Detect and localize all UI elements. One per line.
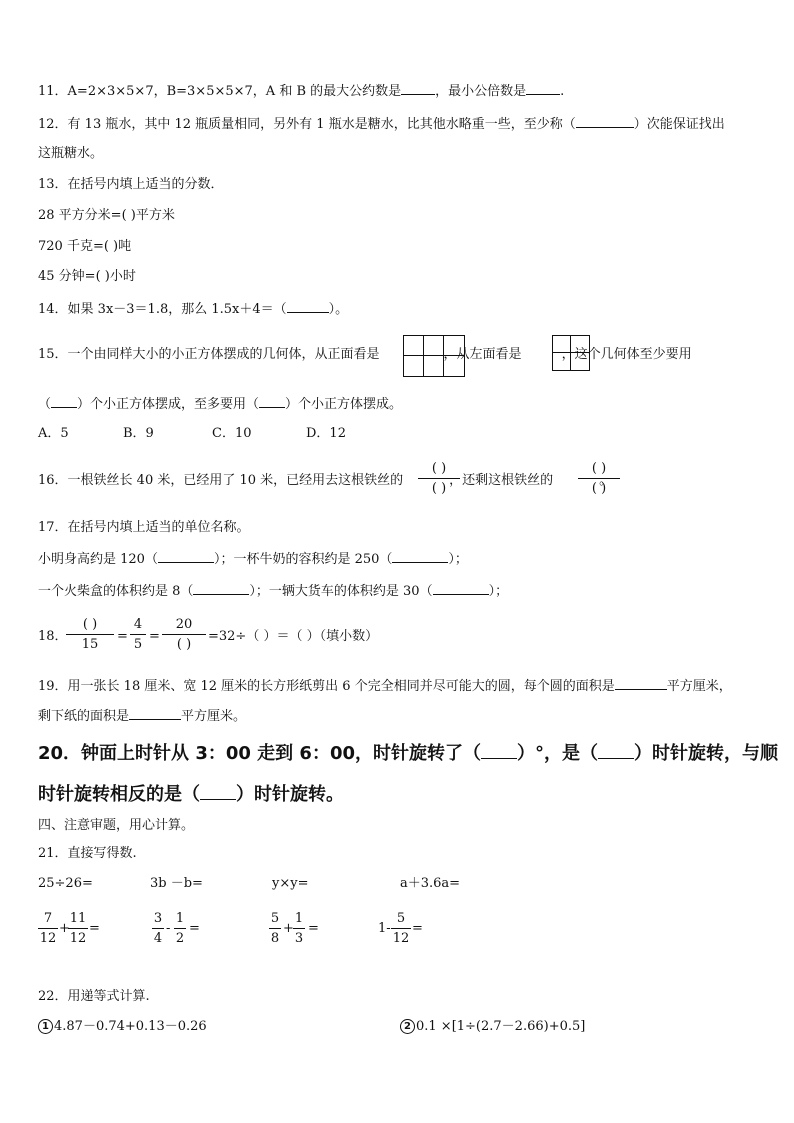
calc-problem-2: 2 0.1 ×[1÷(2.7－2.66)+0.5] xyxy=(400,1018,585,1036)
answer-blank[interactable] xyxy=(615,677,667,690)
question-12: 12．有 13 瓶水，其中 12 瓶质量相同，另外有 1 瓶水是糖水，比其他水略重一些，至少称（ ）次能保证找出 xyxy=(38,117,725,132)
q18-fraction-3[interactable]: 20 ( ) xyxy=(162,616,206,653)
operator: - xyxy=(166,921,171,936)
question-13-line3: 45 分钟=( )小时 xyxy=(38,269,136,284)
left-view-figure xyxy=(552,335,590,371)
answer-blank[interactable] xyxy=(193,582,249,595)
question-17-line1: 小明身高约是 120（ ）；一杯牛奶的容积约是 250（ ）； xyxy=(38,552,468,567)
fraction: 1 2 xyxy=(175,911,185,946)
question-16: 16．一根铁丝长 40 米，已经用了 10 米，已经用去这根铁丝的 ，还剩这根铁丝的 。 xyxy=(38,473,613,488)
calc-item: 25÷26= xyxy=(38,876,93,891)
answer-blank[interactable] xyxy=(401,82,435,95)
q18-fraction-2: 4 5 xyxy=(130,616,146,653)
operator: + xyxy=(283,921,294,936)
question-13-title: 13．在括号内填上适当的分数． xyxy=(38,177,224,192)
answer-blank[interactable] xyxy=(287,300,329,313)
question-15: 15．一个由同样大小的小正方体摆成的几何体，从正面看是 ，从左面看是 ，这个几何体至少要用 xyxy=(38,347,692,362)
calc-item: 3b －b= xyxy=(150,876,203,891)
fraction: 5 8 xyxy=(270,911,280,946)
fraction: 1 3 xyxy=(294,911,304,946)
question-11: 11．A=2×3×5×7，B=3×5×5×7，A 和 B 的最大公约数是 ，最小公倍数是 . xyxy=(38,84,565,99)
q18-fraction-1[interactable]: ( ) 15 xyxy=(66,616,114,653)
question-18-number: 18． xyxy=(38,629,68,644)
question-20-cont: 时针旋转相反的是（ ）时针旋转。 xyxy=(38,784,344,805)
answer-blank[interactable] xyxy=(51,395,77,408)
calc-item: y×y= xyxy=(272,876,309,891)
question-13-line2: 720 千克=( )吨 xyxy=(38,239,132,254)
fraction-blank-used[interactable]: ( ) ( ) xyxy=(418,460,460,497)
question-19-cont: 剩下纸的面积是 平方厘米。 xyxy=(38,709,247,724)
circled-number: 2 xyxy=(400,1019,415,1034)
fraction: 3 4 xyxy=(153,911,163,946)
calc-item: a＋3.6a= xyxy=(400,876,461,891)
answer-blank[interactable] xyxy=(158,550,214,563)
answer-blank[interactable] xyxy=(129,707,181,720)
equals-sign: = xyxy=(412,921,423,936)
answer-blank[interactable] xyxy=(200,783,236,800)
question-19: 19．用一张长 18 厘米、宽 12 厘米的长方形纸剪出 6 个完全相同并尽可能大的圆，每个圆的面积是 平方厘米， xyxy=(38,679,732,694)
answer-blank[interactable] xyxy=(526,82,560,95)
question-14: 14．如果 3x－3＝1.8，那么 1.5x＋4＝（ ）。 xyxy=(38,302,349,317)
question-13-line1: 28 平方分米=( )平方米 xyxy=(38,208,175,223)
equals-sign: = xyxy=(117,629,128,644)
fraction: 11 12 xyxy=(69,911,87,946)
question-12-cont: 这瓶糖水。 xyxy=(38,146,104,161)
option-d[interactable]: D．12 xyxy=(306,426,346,441)
answer-blank[interactable] xyxy=(259,395,285,408)
option-c[interactable]: C．10 xyxy=(212,426,252,441)
front-view-figure xyxy=(403,335,465,377)
section-heading: 四、注意审题，用心计算。 xyxy=(38,818,195,833)
question-18-rest: =32÷（ ）＝（ ）（填小数） xyxy=(208,629,379,644)
answer-blank[interactable] xyxy=(433,582,489,595)
answer-blank[interactable] xyxy=(598,742,634,759)
equals-sign: = xyxy=(308,921,319,936)
question-17-title: 17．在括号内填上适当的单位名称。 xyxy=(38,520,250,535)
operator: + xyxy=(59,921,70,936)
equals-sign: = xyxy=(89,921,100,936)
question-21-title: 21．直接写得数. xyxy=(38,846,137,861)
answer-blank[interactable] xyxy=(576,115,634,128)
question-15-cont: （ ）个小正方体摆成，至多要用（ ）个小正方体摆成。 xyxy=(38,397,403,412)
circled-number: 1 xyxy=(38,1019,53,1034)
fraction-blank-remaining[interactable]: ( ) ( ) xyxy=(578,460,620,497)
question-20: 20．钟面上时针从 3：00 走到 6：00，时针旋转了（ ）°，是（ ）时针旋转，与顺 xyxy=(38,743,778,764)
fraction: 5 12 xyxy=(392,911,410,946)
question-17-line2: 一个火柴盒的体积约是 8（ ）；一辆大货车的体积约是 30（ ）； xyxy=(38,584,509,599)
question-22-title: 22．用递等式计算. xyxy=(38,989,150,1004)
equals-sign: = xyxy=(189,921,200,936)
operand: 1- xyxy=(378,921,391,936)
equals-sign: = xyxy=(149,629,160,644)
answer-blank[interactable] xyxy=(392,550,448,563)
fraction: 7 12 xyxy=(39,911,57,946)
option-b[interactable]: B．9 xyxy=(123,426,154,441)
option-a[interactable]: A．5 xyxy=(38,426,69,441)
answer-blank[interactable] xyxy=(481,742,517,759)
calc-problem-1: 1 4.87－0.74+0.13－0.26 xyxy=(38,1018,207,1036)
